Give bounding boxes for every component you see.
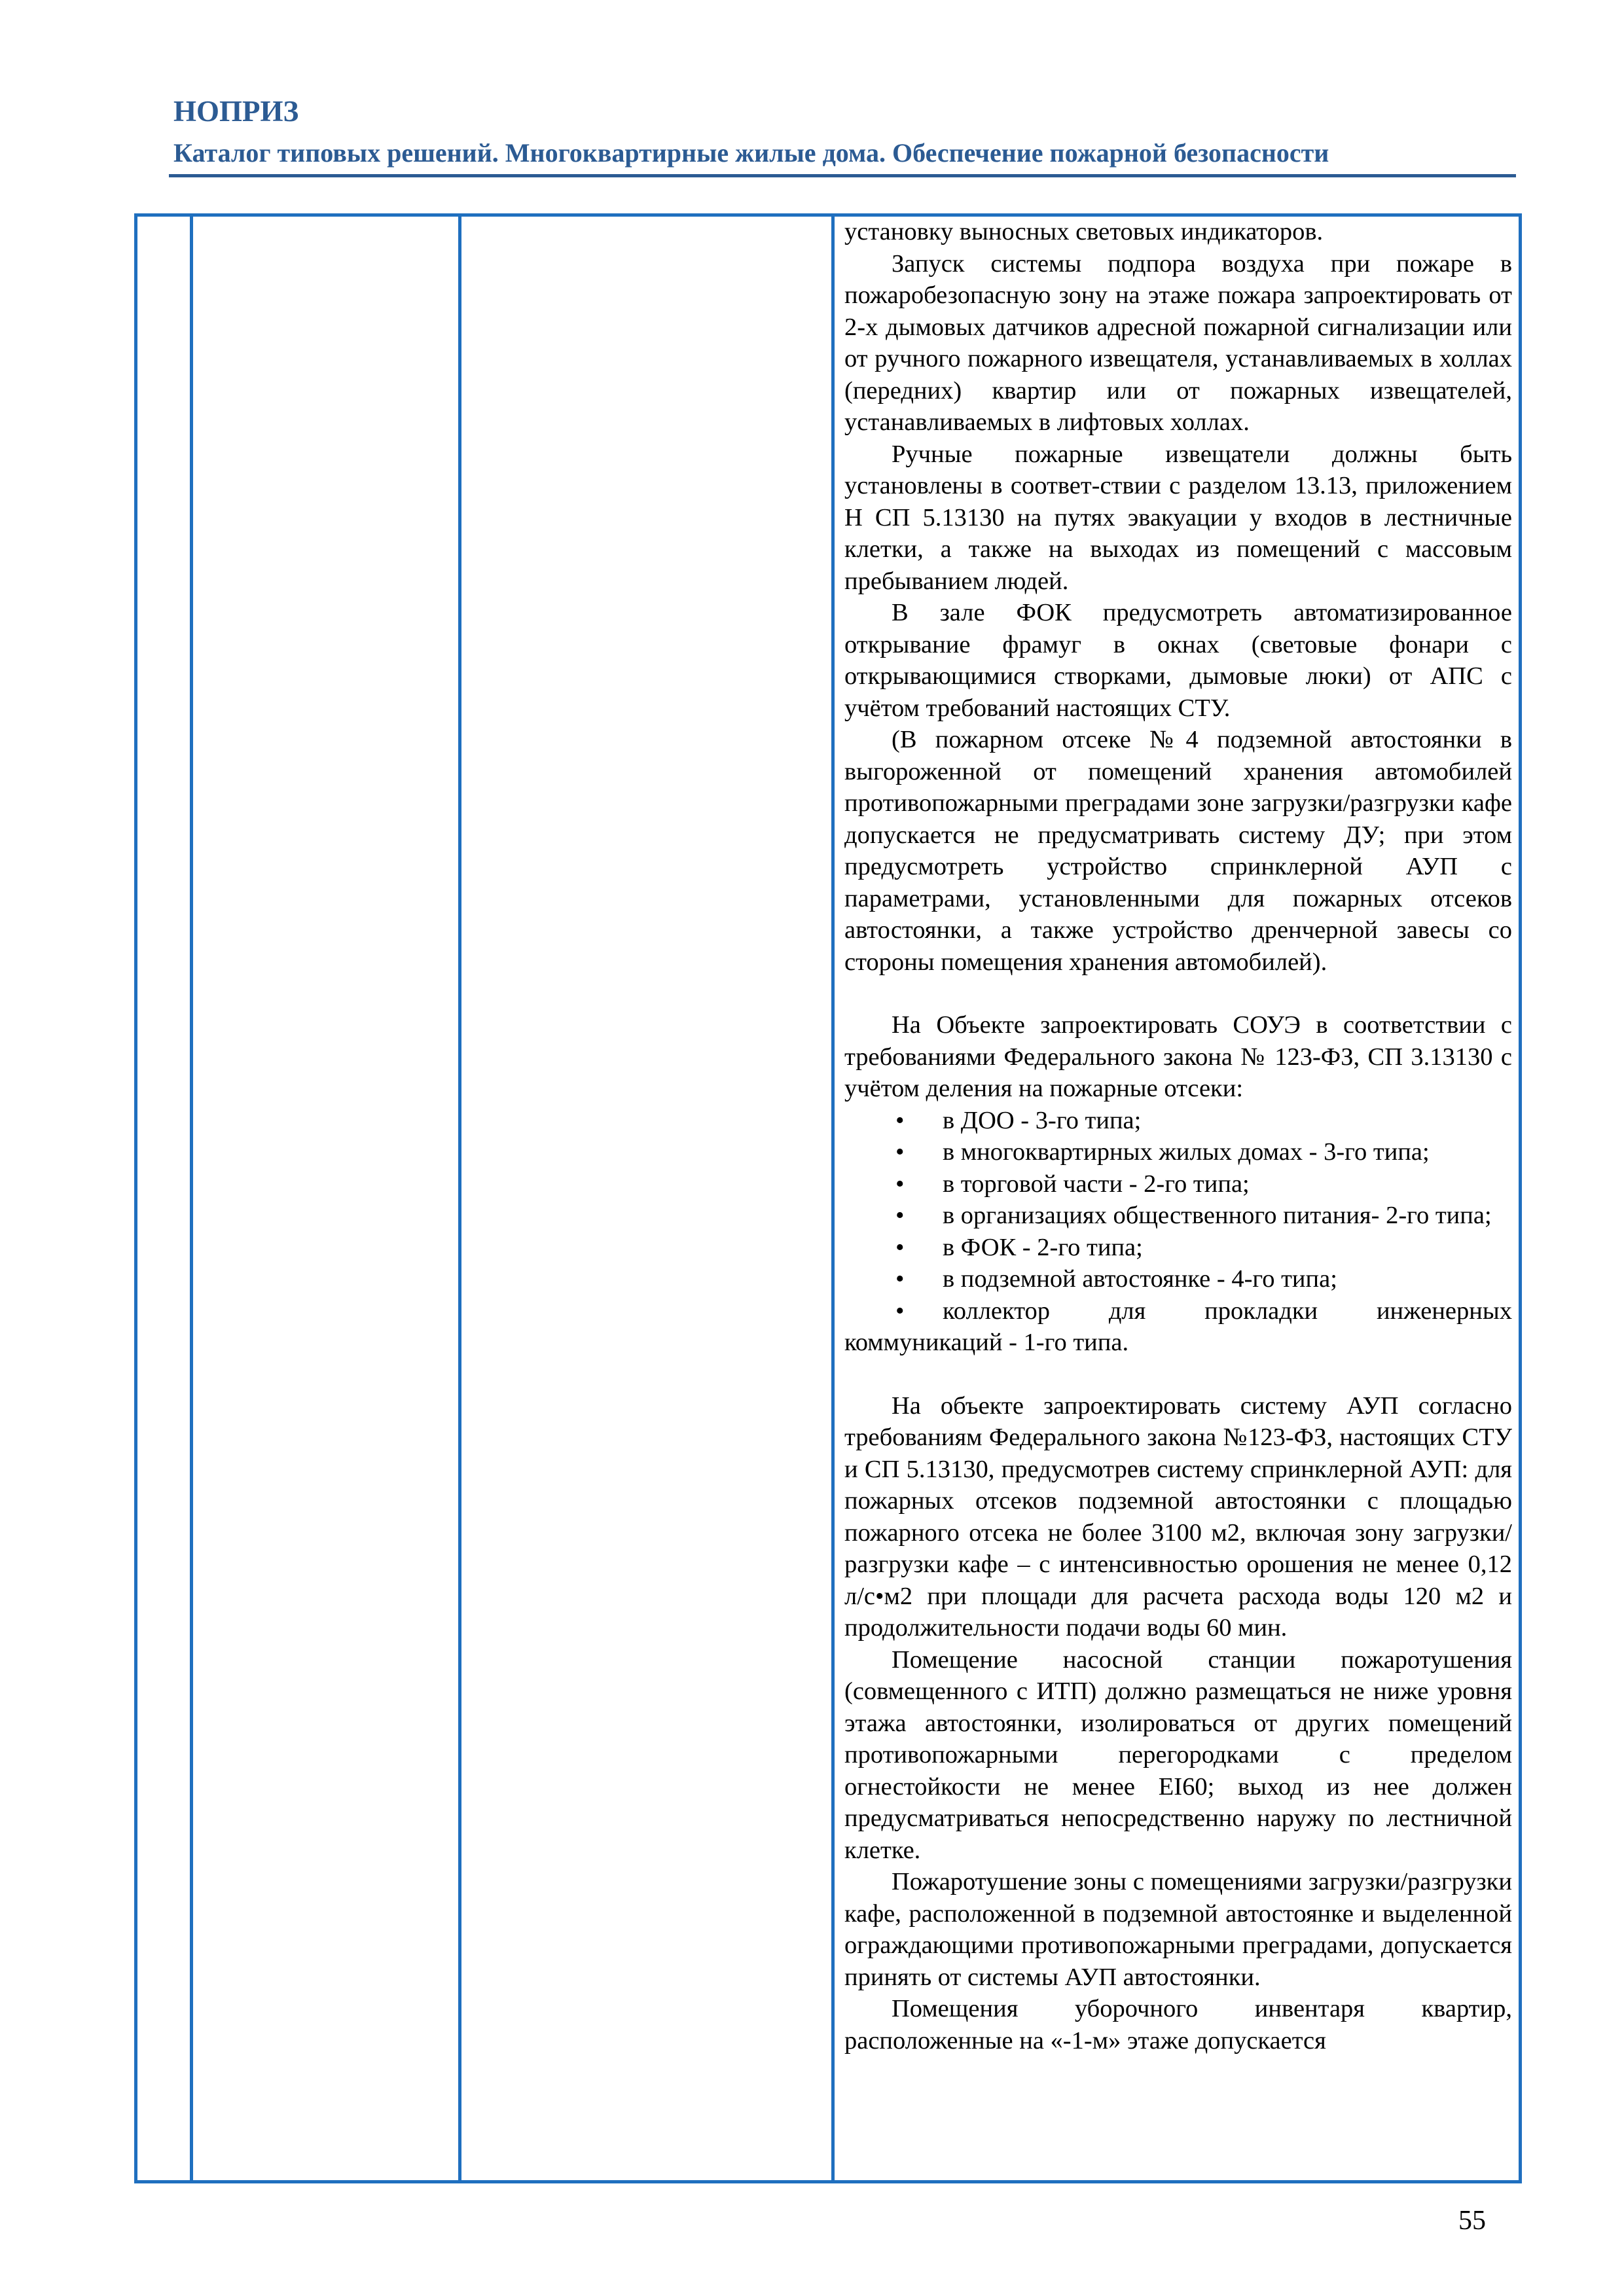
paragraph: Ручные пожарные извещатели должны быть установлены в соответ-ствии с разделом 13.13, приложением Н СП 5.13130 на путях эвакуации у входов в лестничные клетки, а также на выходах из помещений с массовым пребыванием людей. — [844, 440, 1512, 595]
list-item: • в подземной автостоянке - 4-го типа; — [844, 1263, 1512, 1295]
soue-intro: На Объекте запроектировать СОУЭ в соответствии с требованиями Федерального закона № 123-ФЗ, СП 3.13130 с учётом деления на пожарные отсеки: — [844, 1011, 1512, 1102]
paragraph: Запуск системы подпора воздуха при пожаре в пожаробезопасную зону на этаже пожара запроектировать от 2-х дымовых датчиков адресной пожарной сигнализации или от ручного пожарного извещателя, устанавливаемых в холлах (передних) квартир или от пожарных извещателей, устанавливаемых в лифтовых холлах. — [844, 249, 1512, 436]
list-item: • коллектор для прокладки инженерных коммуникаций - 1-го типа. — [844, 1295, 1512, 1359]
column-divider-3 — [831, 213, 835, 2183]
paragraph: Помещения уборочного инвентаря квартир, расположенные на «-1-м» этаже допускается — [844, 1995, 1512, 2054]
list-item: • в организациях общественного питания- 2-го типа; — [844, 1200, 1512, 1232]
paragraph: В зале ФОК предусмотреть автоматизированное открывание фрамуг в окнах (световые фонари с открывающимися створками, дымовые люки) от АПС с учётом требований настоящих СТУ. — [844, 599, 1512, 722]
header-org: НОПРИЗ — [173, 95, 299, 128]
paragraph: Помещение насосной станции пожаротушения (совмещенного с ИТП) должно размещаться не ниже уровня этажа автостоянки, изолироваться от других помещений противопожарными перегородками с пределом огнестойкости не менее EI60; выход из нее должен предусматриваться непосредственно наружу по лестничной клетке. — [844, 1645, 1512, 1864]
column-divider-2 — [458, 213, 461, 2183]
paragraph-gap — [844, 978, 1512, 1009]
list-item: • в ФОК - 2-го типа; — [844, 1232, 1512, 1264]
list-item: • в торговой части - 2-го типа; — [844, 1168, 1512, 1200]
paragraph: Пожаротушение зоны с помещениями загрузки/разгрузки кафе, расположенной в подземной автостоянке и выделенной ограждающими противопожарными преградами, допускается принять от системы АУП автостоянки. — [844, 1868, 1512, 1991]
column-divider-1 — [190, 213, 193, 2183]
paragraph: На объекте запроектировать систему АУП согласно требованиям Федерального закона №123-ФЗ, настоящих СТУ и СП 5.13130, предусмотрев систему спринклерной АУП: для пожарных отсеков подземной автостоянки с площадью пожарного отсека не более 3100 м2, включая зону загрузки/разгрузки кафе – с интенсивностью орошения не менее 0,12 л/с•м2 при площади для расчета расхода воды 120 м2 и продолжительности подачи воды 60 мин. — [844, 1391, 1512, 1641]
paragraph: (В пожарном отсеке №4 подземной автостоянки в выгороженной от помещений хранения автомобилей противопожарными преградами зоне загрузки/разгрузки кафе допускается не предусматривать систему ДУ; при этом предусмотреть устройство спринклерной АУП с параметрами, установленными для пожарных отсеков автостоянки, а также устройство дренчерной завесы со стороны помещения хранения автомобилей). — [844, 726, 1512, 976]
page-number: 55 — [1458, 2206, 1486, 2236]
paragraph: установку выносных световых индикаторов. — [844, 218, 1324, 245]
table-text-column — [844, 216, 1512, 2176]
list-item: • в ДОО - 3-го типа; — [844, 1105, 1512, 1137]
soue-list — [844, 1105, 1512, 1359]
list-item: • в многоквартирных жилых домах - 3-го типа; — [844, 1136, 1512, 1168]
paragraph-gap — [844, 1359, 1512, 1390]
header-rule — [169, 174, 1516, 177]
header-title: Каталог типовых решений. Многоквартирные жилые дома. Обеспечение пожарной безопасности — [173, 138, 1329, 168]
